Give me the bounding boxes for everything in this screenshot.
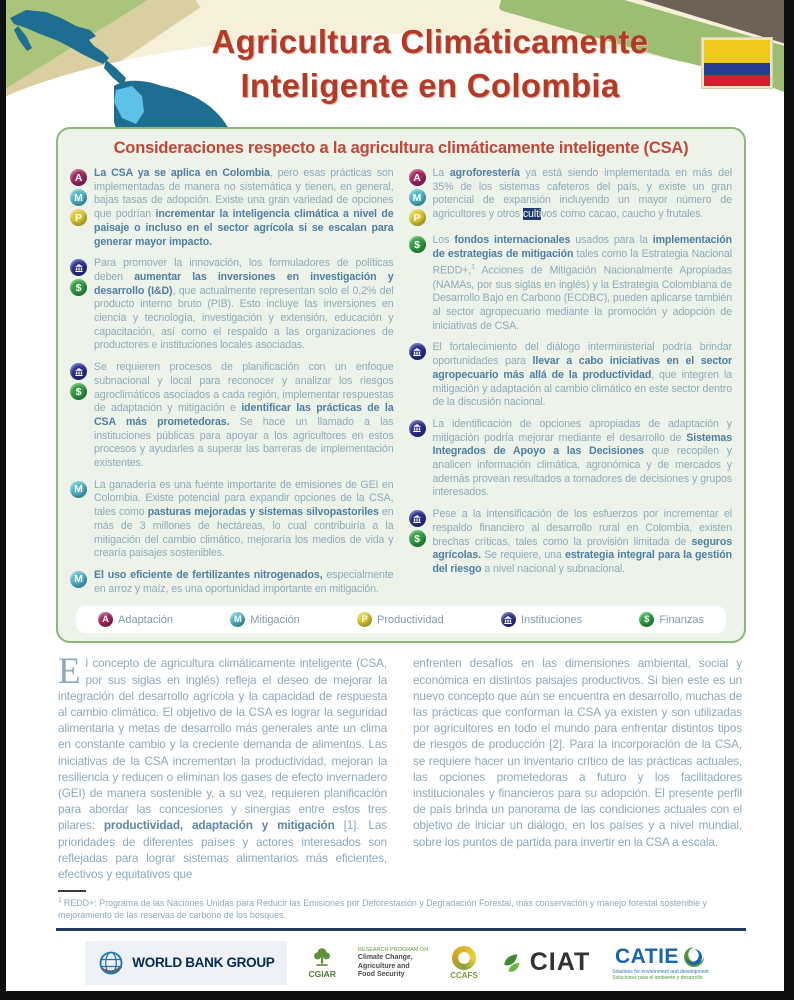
bullet-icons	[409, 341, 433, 410]
intro-paragraph-right: enfrenten desafíos en las dimensiones ambiental, social y económica en distintos paisajes productivos. Si bien este es un nuevo concepto que aún se encuentra en desarrollo, muchas de las prácticas que conforman la CSA ya existen y son utilizadas por agricultores en todo el mundo para enfrentar distintos tipos de riesgos de producción [2]. Para la incorporación de la CSA, se requiere hacer un inventario crítico de las prácticas actuales, las opciones prometedoras a futuro y los facilitadores institucionales y financieros para su adopción. El presente perfil de país brinda un panorama de las condiciones actuales con el objetivo de iniciar un diálogo, en los países y a nivel mundial, sobre los puntos de partida para invertir en la CSA a escala.	[413, 656, 742, 849]
mitigation-icon: M	[230, 612, 245, 627]
catie-logo	[612, 945, 708, 981]
bullet-item	[70, 479, 394, 561]
page-title	[150, 20, 710, 108]
footnote-text: REDD+: Programa de las Naciones Unidas para Reducir las Emisiones por Deforestación y Degradación Forestal, más conservación y manejo forestal sostenible y mejoramiento de las reservas de carbono de los bosques.	[58, 898, 707, 920]
finance-icon: $	[409, 530, 426, 547]
bullet-item	[70, 167, 394, 249]
bullet-text: La ganadería es una fuente importante de emisiones de GEI en Colombia. Existe potencial para expandir opciones de la CSA, tales como pasturas mejoradas y sistemas silvopastoriles en más de 3 millones de hectáreas, lo cual contribuiría a la mitigación del cambio climático, mejoraría los medios de vida y crearía paisajes sostenibles.	[94, 478, 394, 560]
footer	[0, 931, 794, 985]
legend-item-finance	[639, 612, 704, 627]
flag-blue-stripe	[704, 63, 770, 75]
page-edge-left	[0, 0, 6, 1000]
ccafs-logo	[450, 946, 478, 980]
program-line: Agriculture and	[357, 962, 410, 970]
catie-tagline-en: Solutions for environment and development	[612, 968, 709, 975]
bullet-item	[70, 361, 394, 471]
footnote	[58, 890, 742, 922]
page-edge-bottom	[0, 991, 794, 1000]
mitigation-icon: M	[70, 481, 87, 498]
finance-icon: $	[70, 383, 87, 400]
legend-item-mitigation	[230, 612, 300, 627]
bullet-icons	[70, 361, 94, 471]
dropcap: E	[58, 651, 81, 693]
finance-icon: $	[639, 612, 654, 627]
institutions-icon	[409, 343, 426, 360]
bullet-item	[409, 418, 733, 500]
mitigation-icon: M	[70, 571, 87, 588]
bullet-icons	[70, 569, 94, 596]
adaptation-icon: A	[98, 612, 113, 627]
footnote-rule	[58, 890, 86, 892]
mitigation-icon: M	[409, 189, 426, 206]
bullet-item	[70, 257, 394, 353]
legend-label: Instituciones	[520, 613, 583, 626]
cgiar-logo	[309, 946, 336, 979]
catie-label: CATIE	[614, 944, 679, 968]
bullet-icons	[70, 257, 94, 353]
bullet-text: La CSA ya se aplica en Colombia, pero esas prácticas son implementadas de manera no sistemática y tienen, en general, bajas tasas de adopción. Existe una gran variedad de opciones que podrían incrementar la inteligencia climática a nivel de paisaje o incluso en el sector agrícola si se escalan para generar mayor impacto.	[94, 167, 394, 248]
bullet-text: La identificación de opciones apropiadas de adaptación y mitigación podría mejorar mediante el desarrollo de Sistemas Integrados de Apoyo a las Decisiones que recopilen y analicen información climática, agronómica y de mercados y además provean resultados a tomadores de decisiones y grupos interesados.	[432, 417, 732, 499]
institutions-icon	[409, 420, 426, 437]
bullet-text: Los fondos internacionales usados para la implementación de estrategias de mitigación tales como la Estrategia Nacional REDD+,$^1$ Acciones de Mitigación Nacionalmente Apropiadas (NAMAs, por sus siglas en inglés) y la Estrategia Colombiana de Desarrollo Bajo en Carbono (ECDBC), pueden aplicarse también al sector agropecuario mediante la promoción y adopción de iniciativas de CSA.	[432, 234, 733, 332]
legend-item-adaptation	[98, 612, 173, 627]
flag-red-stripe	[704, 75, 770, 87]
bullet-icons	[70, 479, 94, 561]
bullet-column-left	[70, 167, 394, 604]
bullet-columns	[70, 167, 732, 604]
finance-icon: $	[70, 279, 87, 296]
intro-section	[0, 643, 794, 882]
legend-label: Finanzas	[659, 613, 704, 626]
productivity-icon: P	[357, 612, 372, 627]
bullet-item	[409, 167, 733, 226]
program-line: Climate Change,	[357, 954, 413, 962]
bullet-text: La agroforestería ya está siendo implementada en más del 35% de los sistemas cafeteros del país, y existe un gran potencial de expansión incluyendo un mayor número de agricultores y otros cultivos como cacao, caucho y frutales.	[432, 167, 733, 221]
bullet-text: El uso eficiente de fertilizantes nitrogenados, especialmente en arroz y maíz, es una oportunidad importante en mitigación.	[94, 568, 394, 595]
ciat-logo	[500, 948, 590, 977]
bullet-icons	[409, 418, 433, 500]
footnote-marker: 1	[58, 897, 62, 905]
institutions-icon	[409, 510, 426, 527]
page-title-line2: Inteligente en Colombia	[240, 67, 620, 104]
program-line: Food Security	[357, 971, 405, 979]
cgiar-label: CGIAR	[308, 969, 336, 980]
program-line: RESEARCH PROGRAM ON	[357, 946, 429, 953]
flag-yellow-stripe	[704, 40, 770, 63]
productivity-icon: P	[409, 209, 426, 226]
worldbank-logo	[85, 941, 286, 985]
bullet-item	[409, 234, 733, 333]
legend-label: Productividad	[377, 613, 444, 626]
page-edge-right	[784, 0, 794, 1000]
finance-icon: $	[409, 236, 426, 253]
institutions-icon	[501, 612, 516, 627]
legend-item-institutions	[501, 612, 582, 627]
page-title-line1: Agricultura Climáticamente	[211, 23, 649, 60]
bullet-text: Se requieren procesos de planificación con un enfoque subnacional y local para reconocer y analizar los riesgos agroclimáticos asociados a cada región, implementar respuestas de adaptación y mitigación e identificar las prácticas de la CSA más prometedoras. Se hace un llamado a las instituciones públicas para apoyar a los agricultores en estos procesos y ayudarles a superar las barreras de implementación existentes.	[94, 361, 394, 470]
panel-title: Consideraciones respecto a la agricultura climáticamente inteligente (CSA)	[113, 139, 689, 157]
institutions-icon	[70, 259, 87, 276]
legend-bar	[76, 606, 726, 633]
ccafs-program-text	[358, 946, 428, 980]
catie-swirl-icon	[682, 945, 706, 969]
bullet-item	[409, 508, 733, 577]
ciat-leaf-icon	[500, 950, 526, 976]
institutions-icon	[70, 363, 87, 380]
header	[0, 0, 794, 129]
bullet-icons	[409, 234, 433, 333]
bullet-column-right	[409, 167, 733, 604]
considerations-panel	[56, 127, 746, 643]
cgiar-tree-icon	[311, 946, 333, 968]
bullet-icons	[409, 508, 433, 577]
legend-label: Mitigación	[250, 613, 300, 626]
ccafs-label: CCAFS	[450, 970, 478, 980]
bullet-item	[70, 569, 394, 596]
worldbank-globe-icon	[97, 949, 125, 977]
bullet-text: El fortalecimiento del diálogo interministerial podría brindar oportunidades para llevar a cabo iniciativas en el sector agropecuario más allá de la productividad, que integren la mitigación y adaptación al cambio climático en este sector dentro de la discusión nacional.	[432, 341, 732, 409]
catie-tagline-es: Soluciones para el ambiente y desarrollo	[612, 974, 703, 981]
colombia-flag	[702, 38, 772, 88]
ciat-label: CIAT	[529, 948, 591, 977]
intro-paragraph-left: El concepto de agricultura climáticamente inteligente (CSA, por sus siglas en inglés) refleja el deseo de mejorar la integración del desarrollo agrícola y la capacidad de respuesta al cambio climático. El objetivo de la CSA es lograr la seguridad alimentaria y metas de desarrollo más generales ante un clima en constante cambio y la creciente demanda de alimentos. Las iniciativas de la CSA incrementan la productividad, mejoran la resiliencia y reducen o eliminan los gases de efecto invernadero (GEI) de manera sostenible y, a su vez, requieren planificación para abordar las concesiones y sinergias entre estos tres pilares: productividad, adaptación y mitigación [1]. Las prioridades de diferentes países y actores interesados son reflejadas para lograr sistemas alimentarios más eficientes, efectivos y equitativos que	[58, 651, 387, 882]
bullet-text: Pese a la intensificación de los esfuerzos por incrementar el respaldo financiero al desarrollo rural en Colombia, existen brechas críticas, tales como la provisión limitada de seguros agrícolas. Se requiere, una estrategia integral para la gestión del riesgo a nivel nacional y subnacional.	[432, 508, 733, 575]
bullet-icons	[70, 167, 94, 249]
bullet-text: Para promover la innovación, los formuladores de políticas deben aumentar las inversiones en investigación y desarrollo (I&D), que actualmente representan solo el 0,2% del producto interno bruto (PIB). Esto incluye las inversiones en ciencia y tecnología, investigación y extensión, educación y capacitación, así como el respaldo a las organizaciones de productores e instituciones locales asociadas.	[94, 257, 394, 352]
productivity-icon: P	[70, 209, 87, 226]
mitigation-icon: M	[70, 189, 87, 206]
adaptation-icon: A	[70, 169, 87, 186]
legend-item-productivity	[357, 612, 444, 627]
adaptation-icon: A	[409, 169, 426, 186]
bullet-item	[409, 341, 733, 410]
bullet-icons	[409, 167, 433, 226]
worldbank-label: WORLD BANK GROUP	[132, 955, 275, 971]
legend-label: Adaptación	[118, 613, 174, 626]
ccafs-ring-icon	[452, 946, 476, 970]
